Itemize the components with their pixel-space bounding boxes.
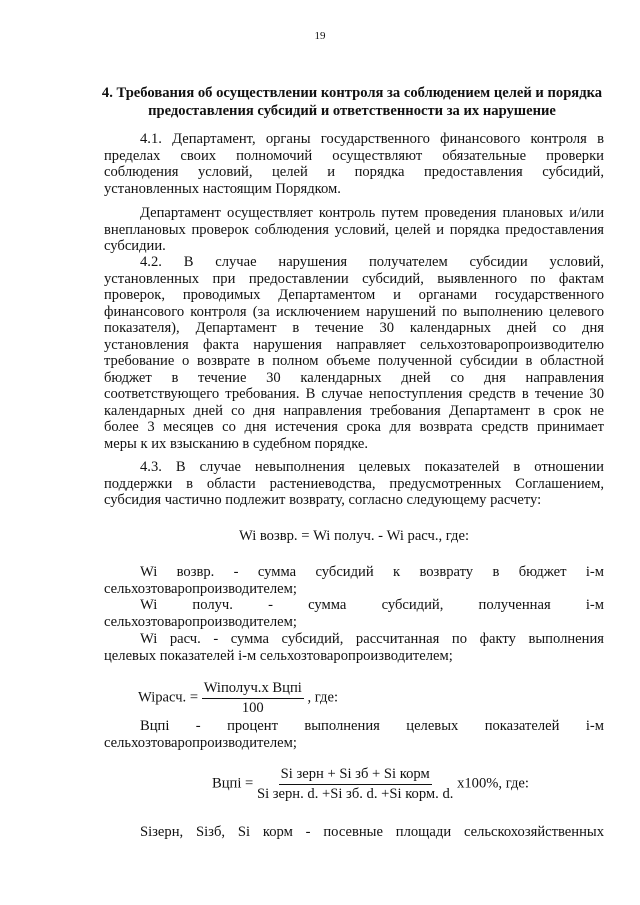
- formula-lhs: Вцпi =: [212, 775, 254, 792]
- text-line: календарных дней со дня направления требования Департамент в срок не: [104, 402, 604, 419]
- text-line: установленных настоящим Порядком.: [104, 180, 341, 197]
- definition-wi-rasch: [104, 631, 604, 664]
- paragraph-4-2: [104, 254, 604, 452]
- text-line: Wi получ. - сумма субсидий, полученная i-м: [140, 597, 604, 613]
- text-line: проверок, проводимых Департаментом и органами государственного: [104, 287, 604, 303]
- text-line: меры к их взысканию в судебном порядке.: [104, 435, 369, 452]
- text-line: Вцпi - процент выполнения целевых показателей i-м: [140, 718, 604, 734]
- definition-wi-vozvr: [104, 564, 604, 597]
- text-line: 4.1. Департамент, органы государственного финансового контроля в: [140, 131, 604, 147]
- text-line: поддержки в области растениеводства, предусмотренных Соглашением,: [104, 475, 604, 492]
- definition-vcpi: [104, 718, 604, 751]
- paragraph-4-3: [104, 459, 604, 509]
- text-line: пределах своих полномочий осуществляют обязательные проверки: [104, 147, 604, 164]
- fraction-numerator: Si зерн + Si зб + Si корм: [279, 766, 432, 785]
- text-line: показателя), Департамент в течение 30 календарных дней со дня: [104, 320, 604, 336]
- definition-wi-poluch: [104, 597, 604, 630]
- text-line: сельхозтоваропроизводителем;: [104, 613, 297, 630]
- text-line: сельхозтоваропроизводителем;: [104, 734, 297, 751]
- text-line: 4.2. В случае нарушения получателем субсидии условий,: [140, 254, 604, 270]
- fraction-numerator: Wiполуч.x Вцпi: [202, 680, 304, 699]
- text-line: Siзерн, Siзб, Si корм - посевные площади сельскохозяйственных: [140, 824, 604, 840]
- formula-lhs: Wiрасч. =: [138, 689, 199, 706]
- formula-wi-vozvr: Wi возвр. = Wi получ. - Wi расч., где:: [239, 528, 469, 544]
- text-line: установления факта нарушения направляет сельхозтоваропроизводителю: [104, 336, 604, 353]
- text-line: субсидия частично подлежит возврату, согласно следующему расчету:: [104, 492, 542, 508]
- fraction: [202, 680, 304, 716]
- text-line: финансового контроля (за исключением нарушений по выполнению целевого: [104, 303, 604, 320]
- text-line: соответствующего требования. В случае непоступления средств в течение 30: [104, 386, 604, 402]
- formula-suffix: , где:: [307, 689, 338, 706]
- text-line: 4.3. В случае невыполнения целевых показателей в отношении: [140, 459, 604, 475]
- fraction-denominator: Si зерн. d. +Si зб. d. +Si корм. d.: [256, 785, 454, 802]
- page-number: 19: [314, 30, 326, 42]
- text-line: более 3 месяцев со дня истечения срока для возврата средств принимает: [104, 419, 604, 435]
- text-line: соблюдения условий, целей и порядка предоставления субсидий,: [104, 164, 604, 180]
- text-line: Wi расч. - сумма субсидий, рассчитанная по факту выполнения: [140, 631, 604, 647]
- formula-suffix: x100%, где:: [457, 775, 529, 792]
- formula-vcpi: [212, 766, 529, 802]
- text-line: Wi возвр. - сумма субсидий к возврату в бюджет i-м: [140, 564, 604, 580]
- text-line: целевых показателей i-м сельхозтоваропроизводителем;: [104, 647, 453, 664]
- fraction: [257, 766, 453, 802]
- text-line: внеплановых проверок соблюдения условий, целей и порядка предоставления: [104, 221, 604, 238]
- text-line: бюджет в течение 30 календарных дней со дня направления: [104, 369, 604, 386]
- text-line: установленных при предоставлении субсидий, выявленного по фактам: [104, 270, 604, 287]
- fraction-denominator: 100: [241, 699, 264, 716]
- text-line: Департамент осуществляет контроль путем проведения плановых и/или: [140, 205, 604, 221]
- text-line: сельхозтоваропроизводителем;: [104, 580, 297, 597]
- text-line: требование о возврате в полном объеме полученной субсидии в областной: [104, 353, 604, 369]
- text-line: субсидии.: [104, 238, 166, 254]
- definition-si: [104, 824, 604, 841]
- paragraph-4-1-control: [104, 205, 604, 255]
- formula-wi-rasch: [138, 680, 338, 716]
- paragraph-4-1: [104, 131, 604, 197]
- section-heading: 4. Требования об осуществлении контроля за соблюдением целей и порядка предоставления субсидий и ответственности за их нарушение: [101, 85, 603, 119]
